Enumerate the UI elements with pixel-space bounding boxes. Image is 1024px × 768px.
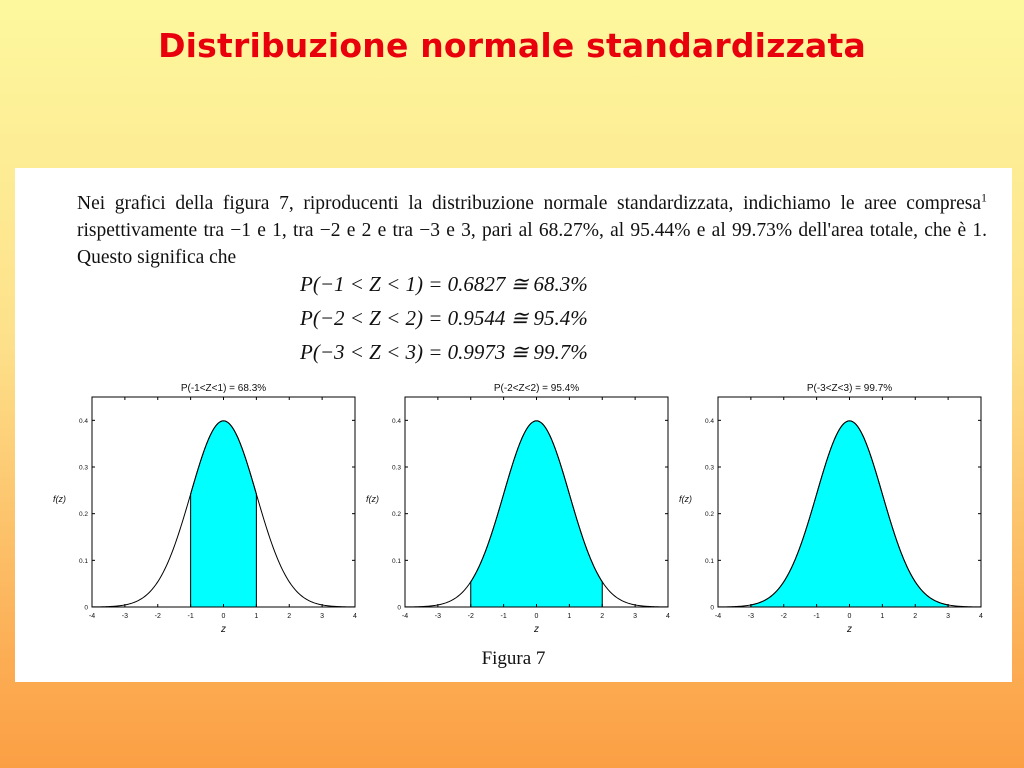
y-tick-label: 0.1 [704, 557, 714, 565]
y-tick-label: 0.1 [78, 557, 88, 565]
equation-1: P(−1 < Z < 1) = 0.6827 ≅ 68.3% [300, 272, 588, 296]
plot-1 [45, 380, 365, 642]
shaded-region [471, 421, 603, 607]
y-tick-label: 0.4 [704, 417, 714, 425]
x-axis-label: z [847, 624, 852, 635]
x-tick-label: 1 [254, 613, 259, 620]
shaded-region [191, 421, 257, 607]
y-tick-label: 0.2 [391, 511, 401, 519]
x-tick-label: -2 [154, 613, 161, 620]
plot-2 [358, 380, 678, 642]
x-tick-label: -3 [121, 613, 128, 620]
x-axis-label: z [534, 624, 539, 635]
paragraph-text-a: Nei grafici della figura 7, riproducenti la distribuzione normale standardizzata, indichiamo le aree compresa [77, 193, 981, 214]
y-axis-label: f(z) [679, 494, 692, 504]
y-axis-label: f(z) [53, 494, 66, 504]
y-tick-label: 0.2 [78, 511, 88, 519]
x-tick-label: 4 [353, 613, 357, 620]
y-tick-label: 0.3 [78, 464, 88, 472]
shaded-region [751, 421, 948, 607]
x-tick-label: -3 [747, 613, 754, 620]
x-tick-label: 4 [979, 613, 983, 620]
x-tick-label: 2 [913, 613, 918, 620]
x-tick-label: -1 [813, 613, 820, 620]
x-tick-label: 0 [534, 613, 539, 620]
normal-curve-chart-2 [358, 380, 678, 642]
x-tick-label: 1 [567, 613, 572, 620]
x-tick-label: 3 [946, 613, 951, 620]
y-tick-label: 0.3 [391, 464, 401, 472]
x-tick-label: 3 [633, 613, 638, 620]
x-axis-label: z [221, 624, 226, 635]
y-axis-label: f(z) [366, 494, 379, 504]
chart-title: P(-1<Z<1) = 68.3% [180, 383, 267, 394]
x-tick-label: 2 [600, 613, 605, 620]
intro-paragraph [77, 190, 987, 271]
x-tick-label: 3 [320, 613, 325, 620]
x-tick-label: -2 [467, 613, 474, 620]
chart-title: P(-3<Z<3) = 99.7% [806, 383, 893, 394]
x-tick-label: -3 [434, 613, 441, 620]
x-tick-label: 2 [287, 613, 292, 620]
y-tick-label: 0.1 [391, 557, 401, 565]
x-tick-label: -4 [401, 613, 409, 620]
equation-2: P(−2 < Z < 2) = 0.9544 ≅ 95.4% [300, 306, 588, 330]
x-tick-label: 4 [666, 613, 670, 620]
normal-curve-chart-1 [45, 380, 365, 642]
x-tick-label: 0 [221, 613, 226, 620]
slide-title: Distribuzione normale standardizzata [158, 26, 866, 65]
footnote-marker: 1 [981, 190, 987, 205]
y-tick-label: 0 [84, 604, 88, 612]
y-tick-label: 0.3 [704, 464, 714, 472]
normal-curve-chart-3 [671, 380, 991, 642]
x-tick-label: -4 [714, 613, 722, 620]
y-tick-label: 0.2 [704, 511, 714, 519]
plot-3 [671, 380, 991, 642]
y-tick-label: 0.4 [391, 417, 401, 425]
x-tick-label: -4 [88, 613, 96, 620]
paragraph-text-b: rispettivamente tra −1 e 1, tra −2 e 2 e tra −3 e 3, pari al 68.27%, al 95.44% e al 99.73% dell'area totale, che è 1. Questo significa che [77, 220, 987, 268]
chart-title: P(-2<Z<2) = 95.4% [493, 383, 580, 394]
x-tick-label: 1 [880, 613, 885, 620]
figure-caption: Figura 7 [481, 648, 546, 669]
x-tick-label: -1 [187, 613, 194, 620]
x-tick-label: -2 [780, 613, 787, 620]
equation-3: P(−3 < Z < 3) = 0.9973 ≅ 99.7% [300, 340, 588, 364]
x-tick-label: 0 [847, 613, 852, 620]
content-panel [15, 168, 1012, 682]
y-tick-label: 0.4 [78, 417, 88, 425]
x-tick-label: -1 [500, 613, 507, 620]
y-tick-label: 0 [397, 604, 401, 612]
y-tick-label: 0 [710, 604, 714, 612]
